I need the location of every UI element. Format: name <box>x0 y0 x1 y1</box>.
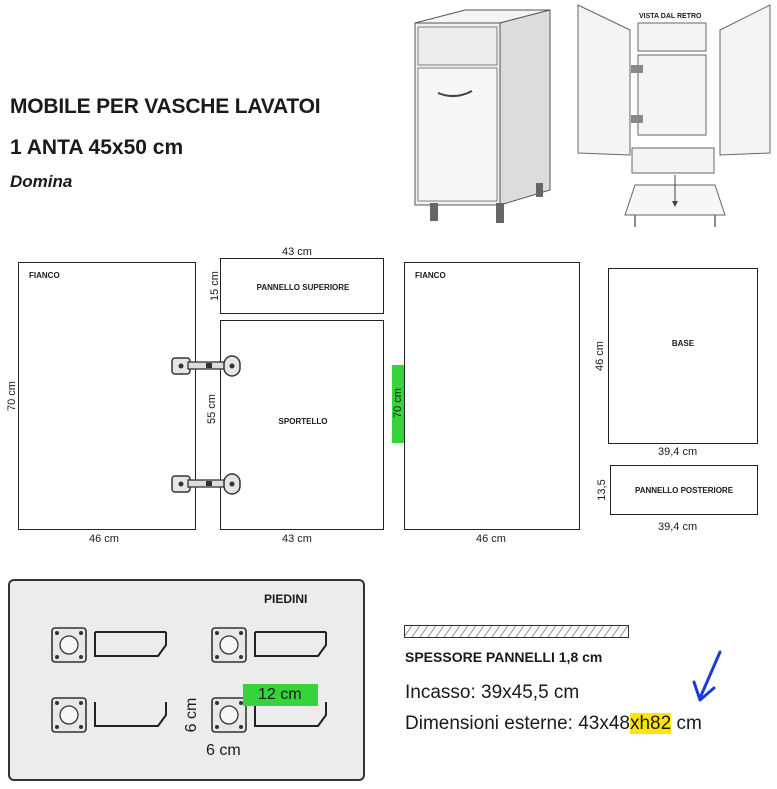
foot-1-icon <box>52 628 166 662</box>
dim-piedini-width: 6 cm <box>206 742 241 759</box>
dim-fianco-left-height: 70 cm <box>6 381 18 411</box>
spec-incasso: Incasso: 39x45,5 cm <box>405 682 580 703</box>
hinge-top-icon <box>168 350 248 380</box>
dim-base-width: 39,4 cm <box>658 446 698 458</box>
spec-thickness: SPESSORE PANNELLI 1,8 cm <box>405 649 603 665</box>
dim-piedini-length: 12 cm <box>258 686 302 703</box>
cabinet-illustration <box>410 5 560 230</box>
dim-sportello-width: 43 cm <box>282 533 312 545</box>
foot-3-icon <box>52 698 166 732</box>
dim-sportello-height: 55 cm <box>206 394 218 424</box>
panel-pannello-posteriore <box>610 465 758 515</box>
dim-superiore-height: 15 cm <box>209 271 221 301</box>
foot-2-icon <box>212 628 326 662</box>
product-title: MOBILE PER VASCHE LAVATOI <box>10 95 321 118</box>
spec-dimensioni-suffix: cm <box>671 713 702 734</box>
dim-posteriore-width: 39,4 cm <box>658 521 698 533</box>
dim-fianco-right-height: 70 cm <box>392 388 404 418</box>
dim-fianco-right-width: 46 cm <box>476 533 506 545</box>
thickness-hatch-icon <box>404 625 630 639</box>
product-line: Domina <box>10 172 73 191</box>
panel-superiore-label: PANNELLO SUPERIORE <box>256 283 350 292</box>
dim-posteriore-height: 13,5 <box>596 479 608 501</box>
panel-sportello-label: SPORTELLO <box>278 417 328 426</box>
hinge-bottom-icon <box>168 468 248 498</box>
panel-base-label: BASE <box>671 339 695 348</box>
panel-fianco-left-label: FIANCO <box>29 271 60 280</box>
piedini-label: PIEDINI <box>264 592 308 606</box>
spec-dimensioni-highlight: xh82 <box>629 713 672 734</box>
back-view-label: VISTA DAL RETRO <box>639 13 702 20</box>
dim-base-height: 46 cm <box>594 341 606 371</box>
dim-fianco-left-width: 46 cm <box>89 533 119 545</box>
panel-base <box>608 268 758 444</box>
panel-fianco-right <box>404 262 580 530</box>
spec-dimensioni <box>405 713 702 735</box>
product-size: 1 ANTA 45x50 cm <box>10 136 184 159</box>
panel-fianco-right-label: FIANCO <box>415 271 446 280</box>
dim-piedini-height: 6 cm <box>183 697 200 733</box>
exploded-view <box>575 5 775 230</box>
spec-dimensioni-prefix: Dimensioni esterne: 43x48 <box>405 713 630 734</box>
dim-superiore-width: 43 cm <box>282 246 312 258</box>
panel-pannello-superiore <box>220 258 384 314</box>
blue-arrow-icon <box>690 648 730 708</box>
panel-posteriore-label: PANNELLO POSTERIORE <box>634 486 734 495</box>
